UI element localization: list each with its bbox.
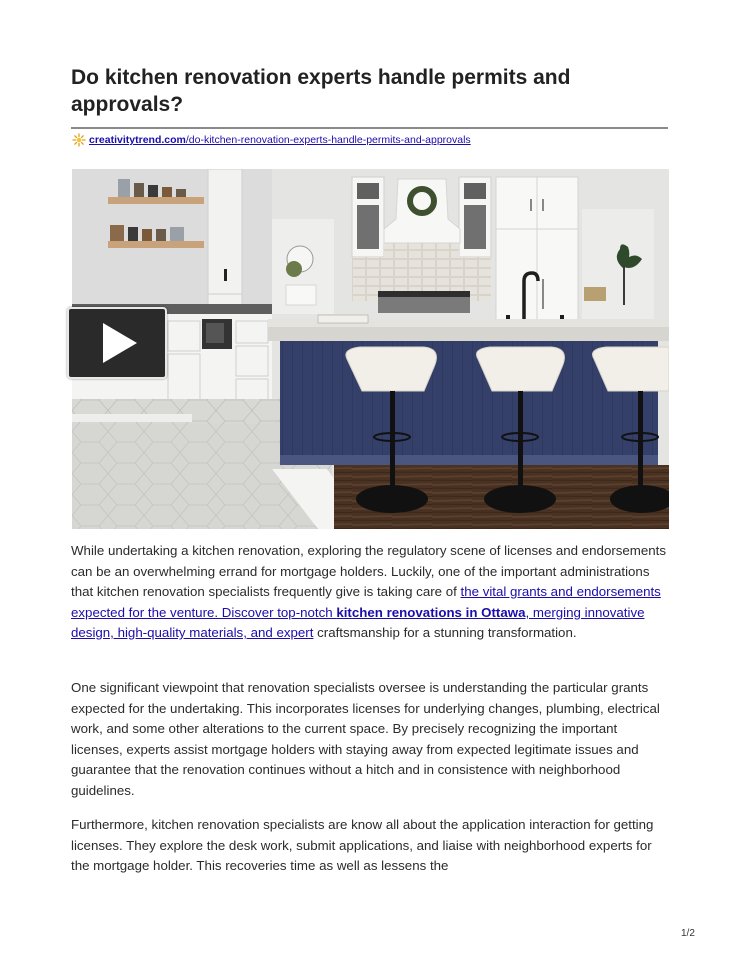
paragraph-3: Furthermore, kitchen renovation specialists are know all about the application interaction for getting licenses. They explore the desk work, submit applications, and liaise with neighborhood experts for the mortgage holder. This recoveries time as well as lessens the (71, 817, 654, 873)
page-indicator: 1/2 (681, 928, 695, 939)
source-path: /do-kitchen-renovation-experts-handle-permits-and-approvals (185, 134, 471, 146)
play-button[interactable] (67, 307, 167, 379)
sun-icon (72, 133, 86, 147)
article-title: Do kitchen renovation experts handle permits and approvals? (71, 66, 571, 116)
paragraph-2: One significant viewpoint that renovation specialists oversee is understanding the particular grants expected for the undertaking. This incorporates licenses for underlying changes, plumbing, electrical work, and some other alterations to the current space. By precisely recognizing the important licenses, experts assist mortgage holders with staying away from expected legitimate issues and guarantee that the renovation continues without a hitch and in consistence with neighborhood guidelines. (71, 680, 660, 798)
source-line (72, 133, 471, 147)
link-text-part-1: the vital grants and endorsements expected for the venture. Discover top-notch (71, 584, 661, 620)
paragraph-1-text: While undertaking a kitchen renovation, exploring the regulatory scene of licenses and endorsements can be an overwhelming errand for mortgage holders. Luckily, one of the important administrations that kitchen renovation specialists frequently give is taking care of (71, 543, 667, 599)
title-divider (71, 127, 668, 129)
source-domain: creativitytrend.com (89, 134, 186, 146)
source-link[interactable] (89, 134, 471, 146)
paragraph-1 (71, 541, 671, 644)
play-icon (103, 323, 137, 363)
paragraph-1-tail: craftsmanship for a stunning transformation. (313, 625, 577, 640)
link-bold-text: kitchen renovations in Ottawa (336, 604, 526, 620)
link-text-part-2: , merging innovative design, high-quality materials, and expert (71, 604, 645, 640)
